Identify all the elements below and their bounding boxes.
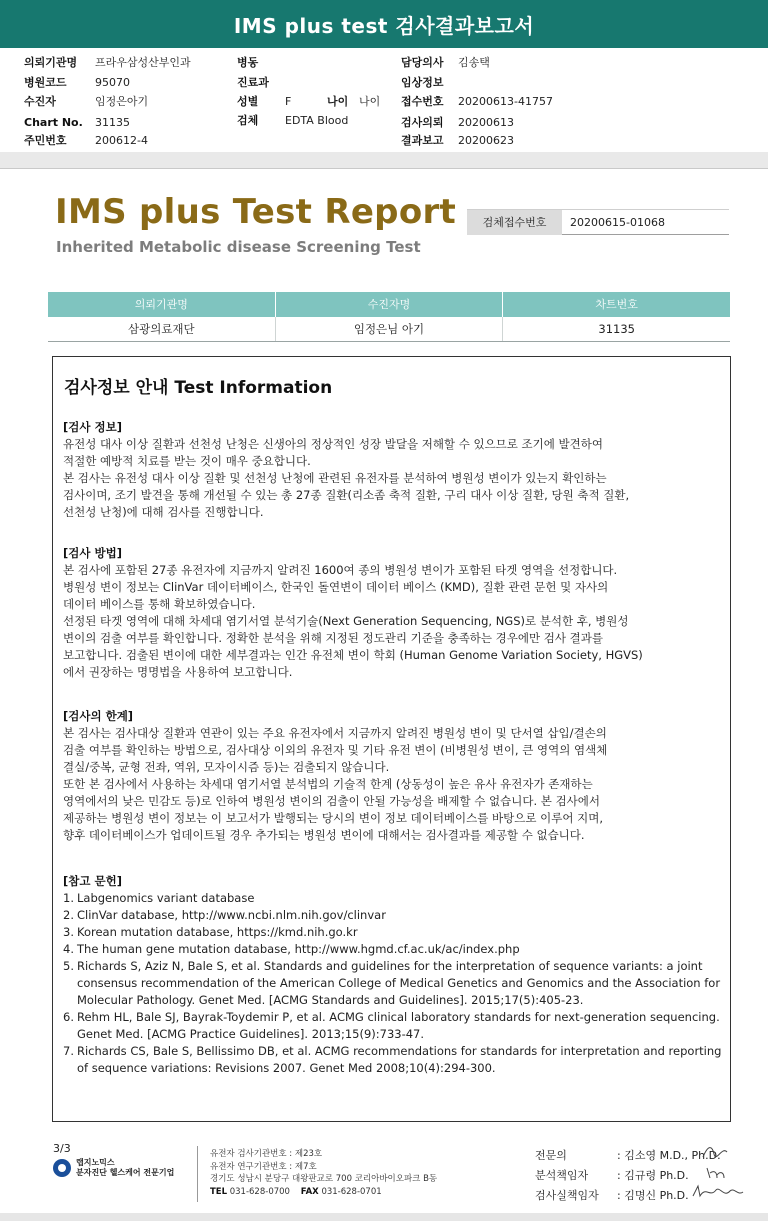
reference-list	[63, 890, 723, 1077]
contact-line	[210, 1186, 437, 1199]
sample-number-box	[467, 209, 729, 235]
section-line: 결실/중복, 균형 전좌, 역위, 모자이시즘 등)는 검출되지 않습니다.	[63, 760, 390, 774]
header-label: 성별	[237, 95, 259, 108]
reference-number: 1.	[63, 891, 74, 905]
page-separator-line	[0, 168, 768, 169]
header-label: 진료과	[237, 76, 269, 89]
header-value: 임정은아기	[95, 95, 149, 108]
header-label: 검사의뢰	[401, 116, 444, 129]
header-label: Chart No.	[24, 116, 83, 129]
test-information-title: 검사정보 안내 Test Information	[64, 378, 333, 398]
reference-text: The human gene mutation database, http://www.hgmd.cf.ac.uk/ac/index.php	[77, 942, 520, 956]
section-test-limits	[63, 708, 723, 844]
list-item	[63, 1043, 723, 1077]
signature-mark	[690, 1182, 746, 1202]
section-line: 선천성 난청)에 대해 검사를 진행합니다.	[63, 505, 264, 519]
reference-text: Labgenomics variant database	[77, 891, 255, 905]
page-number: 3/3	[53, 1142, 71, 1155]
section-line: 본 검사는 검사대상 질환과 연관이 있는 주요 유전자에서 지금까지 알려진 병원성 변이 및 단서열 삽입/결손의	[63, 726, 607, 740]
signature-mark	[705, 1164, 727, 1182]
section-line: 본 검사에 포함된 27종 유전자에 지금까지 알려진 1600여 종의 병원성 변이가 포함된 타겟 영역을 선정합니다.	[63, 563, 618, 577]
logo-text	[76, 1158, 174, 1178]
header-value: 20200623	[458, 134, 514, 147]
header-value: 20200613	[458, 116, 514, 129]
sample-number-value: 20200615-01068	[570, 216, 665, 229]
tel-value: 031-628-0700	[229, 1186, 290, 1197]
section-line: 보고합니다. 검출된 변이에 대한 세부결과는 인간 유전체 변이 학회 (Human Genome Variation Society, HGVS)	[63, 648, 643, 662]
header-label: 임상정보	[401, 76, 444, 89]
header-value: 김송택	[458, 56, 490, 69]
table-header-cell: 의뢰기관명	[48, 292, 276, 317]
header-value: 31135	[95, 116, 130, 129]
report-footer	[0, 1122, 768, 1221]
reference-text: Richards S, Aziz N, Bale S, et al. Standards and guidelines for the interpretation of sequence variants: a joint consensus recommendation of the American College of Medical Genetics and Genomics and the Association for Molecular Pathology. Genet Med. [ACMG Standards and Guidelines]. 2015;17(5):405-23.	[77, 959, 721, 1007]
tel-label: TEL	[210, 1186, 228, 1197]
section-line: 영역에서의 낮은 민감도 등)로 인하여 병원성 변이의 검출이 안될 가능성을 배제할 수 없습니다. 본 검사에서	[63, 794, 601, 808]
signatory-name: : 김명신 Ph.D.	[617, 1189, 689, 1202]
institution-line: 유전자 연구기관번호 : 제7호	[210, 1161, 317, 1172]
list-item	[63, 924, 723, 941]
section-references	[63, 873, 723, 1077]
header-label: 병원코드	[24, 76, 67, 89]
header-value: 95070	[95, 76, 130, 89]
table-row	[48, 317, 730, 342]
reference-number: 5.	[63, 959, 74, 973]
header-value: 프라우삼성산부인과	[95, 56, 191, 69]
header-label: 주민번호	[24, 134, 67, 147]
footer-divider	[197, 1146, 198, 1202]
fax-value: 031-628-0701	[321, 1186, 382, 1197]
header-label: 담당의사	[401, 56, 444, 69]
institution-line: 경기도 성남시 분당구 대왕판교로 700 코리아바이오파크 B동	[210, 1174, 438, 1184]
report-banner: IMS plus test 검사결과보고서	[0, 0, 768, 48]
header-value: F	[285, 95, 292, 108]
header-label: 결과보고	[401, 134, 444, 147]
section-line: 향후 데이터베이스가 업데이트될 경우 추가되는 병원성 변이에 대해서는 검사결과를 제공할 수 없습니다.	[63, 828, 585, 842]
section-heading: [검사의 한계]	[63, 709, 134, 723]
signatory-role: 전문의	[535, 1149, 567, 1162]
company-logo	[53, 1158, 174, 1178]
section-line: 데이터 베이스를 통해 확보하였습니다.	[63, 597, 256, 611]
reference-number: 6.	[63, 1010, 74, 1024]
list-item	[63, 890, 723, 907]
section-line: 유전성 대사 이상 질환과 선천성 난청은 신생아의 정상적인 성장 발달을 저해할 수 있으므로 조기에 발견하여	[63, 437, 603, 451]
section-line: 또한 본 검사에서 사용하는 차세대 염기서열 분석법의 기술적 한계 (상동성이 높은 유사 유전자가 존재하는	[63, 777, 593, 791]
table-header-cell: 수진자명	[276, 292, 504, 317]
reference-text: Rehm HL, Bale SJ, Bayrak-Toydemir P, et al. ACMG clinical laboratory standards for next-generation sequencing. Genet Med. [ACMG Practice Guidelines]. 2013;15(9):733-47.	[77, 1010, 720, 1041]
fax-label: FAX	[300, 1186, 319, 1197]
section-test-method	[63, 545, 723, 681]
header-label: 의뢰기관명	[24, 56, 78, 69]
table-cell: 삼광의료재단	[48, 317, 276, 341]
section-line: 선정된 타겟 영역에 대해 차세대 염기서열 분석기술(Next Generation Sequencing, NGS)로 분석한 후, 병원성	[63, 614, 629, 628]
section-line: 제공하는 병원성 변이 정보는 이 보고서가 발행되는 당시의 변이 정보 데이터베이스를 바탕으로 이루어 지며,	[63, 811, 603, 825]
table-header-cell: 차트번호	[595, 298, 638, 311]
section-heading: [참고 문헌]	[63, 874, 122, 888]
report-subtitle: Inherited Metabolic disease Screening Test	[56, 238, 421, 256]
section-heading: [검사 방법]	[63, 546, 122, 560]
signatory-role: 분석책임자	[535, 1169, 589, 1182]
list-item	[63, 907, 723, 924]
section-line: 병원성 변이 정보는 ClinVar 데이터베이스, 한국인 돌연변이 데이터 베이스 (KMD), 질환 관련 문헌 및 자사의	[63, 580, 609, 594]
header-value: EDTA Blood	[285, 114, 349, 127]
reference-number: 2.	[63, 908, 74, 922]
institution-line: 유전자 검사기관번호 : 제23호	[210, 1149, 323, 1159]
section-line: 변이의 검출 여부를 확인합니다. 정확한 분석을 위해 지정된 정도관리 기준을 충족하는 경우에만 검사 결과를	[63, 631, 603, 645]
section-test-info	[63, 419, 723, 521]
page-separator	[0, 152, 768, 168]
table-header-row	[48, 292, 730, 317]
patient-info-table	[48, 292, 730, 342]
logo-line: 랩지노믹스	[76, 1158, 115, 1167]
list-item	[63, 941, 723, 958]
reference-text: Richards CS, Bale S, Bellissimo DB, et al. ACMG recommendations for standards for interpretation and reporting of sequence variations: Revisions 2007. Genet Med 2008;10(4):294-300.	[77, 1044, 722, 1075]
table-cell: 31135	[598, 322, 635, 336]
header-label: 병동	[237, 56, 259, 69]
section-line: 검사이며, 조기 발견을 통해 개선될 수 있는 총 27종 질환(리소좀 축적 질환, 구리 대사 이상 질환, 당원 축적 질환,	[63, 488, 630, 502]
header-value: 나이	[359, 95, 381, 108]
section-heading: [검사 정보]	[63, 420, 122, 434]
signatory-name: : 김소영 M.D., Ph.D.	[617, 1149, 721, 1162]
section-line: 검출 여부를 확인하는 방법으로, 검사대상 이외의 유전자 및 기타 유전 변이 (비병원성 변이, 큰 영역의 염색체	[63, 743, 608, 757]
signatory-role: 검사실책임자	[535, 1189, 599, 1202]
reference-number: 7.	[63, 1044, 74, 1058]
header-label: 수진자	[24, 95, 56, 108]
list-item	[63, 958, 723, 1009]
reference-number: 3.	[63, 925, 74, 939]
report-title: IMS plus Test Report	[55, 192, 457, 232]
header-label: 나이	[327, 95, 349, 108]
reference-text: ClinVar database, http://www.ncbi.nlm.nih.gov/clinvar	[77, 908, 386, 922]
header-value: 200612-4	[95, 134, 148, 147]
header-value: 20200613-41757	[458, 95, 553, 108]
table-cell: 임정은님 아기	[276, 317, 504, 341]
section-line: 본 검사는 유전성 대사 이상 질환 및 선천성 난청에 관련된 유전자를 분석하여 병원성 변이가 있는지 확인하는	[63, 471, 607, 485]
page-bottom-strip	[0, 1213, 768, 1221]
test-information-box	[52, 356, 731, 1122]
reference-number: 4.	[63, 942, 74, 956]
header-label: 검체	[237, 114, 259, 127]
section-line: 에서 권장하는 명명법을 사용하여 보고합니다.	[63, 665, 293, 679]
patient-header	[0, 48, 768, 152]
signature-mark	[700, 1142, 730, 1162]
institution-info	[210, 1148, 437, 1198]
signatory-name: : 김규령 Ph.D.	[617, 1169, 689, 1182]
logo-icon	[53, 1159, 71, 1177]
logo-line: 분자진단 헬스케어 전문기업	[76, 1168, 175, 1177]
reference-text: Korean mutation database, https://kmd.nih.go.kr	[77, 925, 358, 939]
sample-number-label: 검체접수번호	[467, 210, 562, 235]
header-label: 접수번호	[401, 95, 444, 108]
signatory-row	[535, 1146, 721, 1166]
section-line: 적절한 예방적 치료를 받는 것이 매우 중요합니다.	[63, 454, 311, 468]
list-item	[63, 1009, 723, 1043]
